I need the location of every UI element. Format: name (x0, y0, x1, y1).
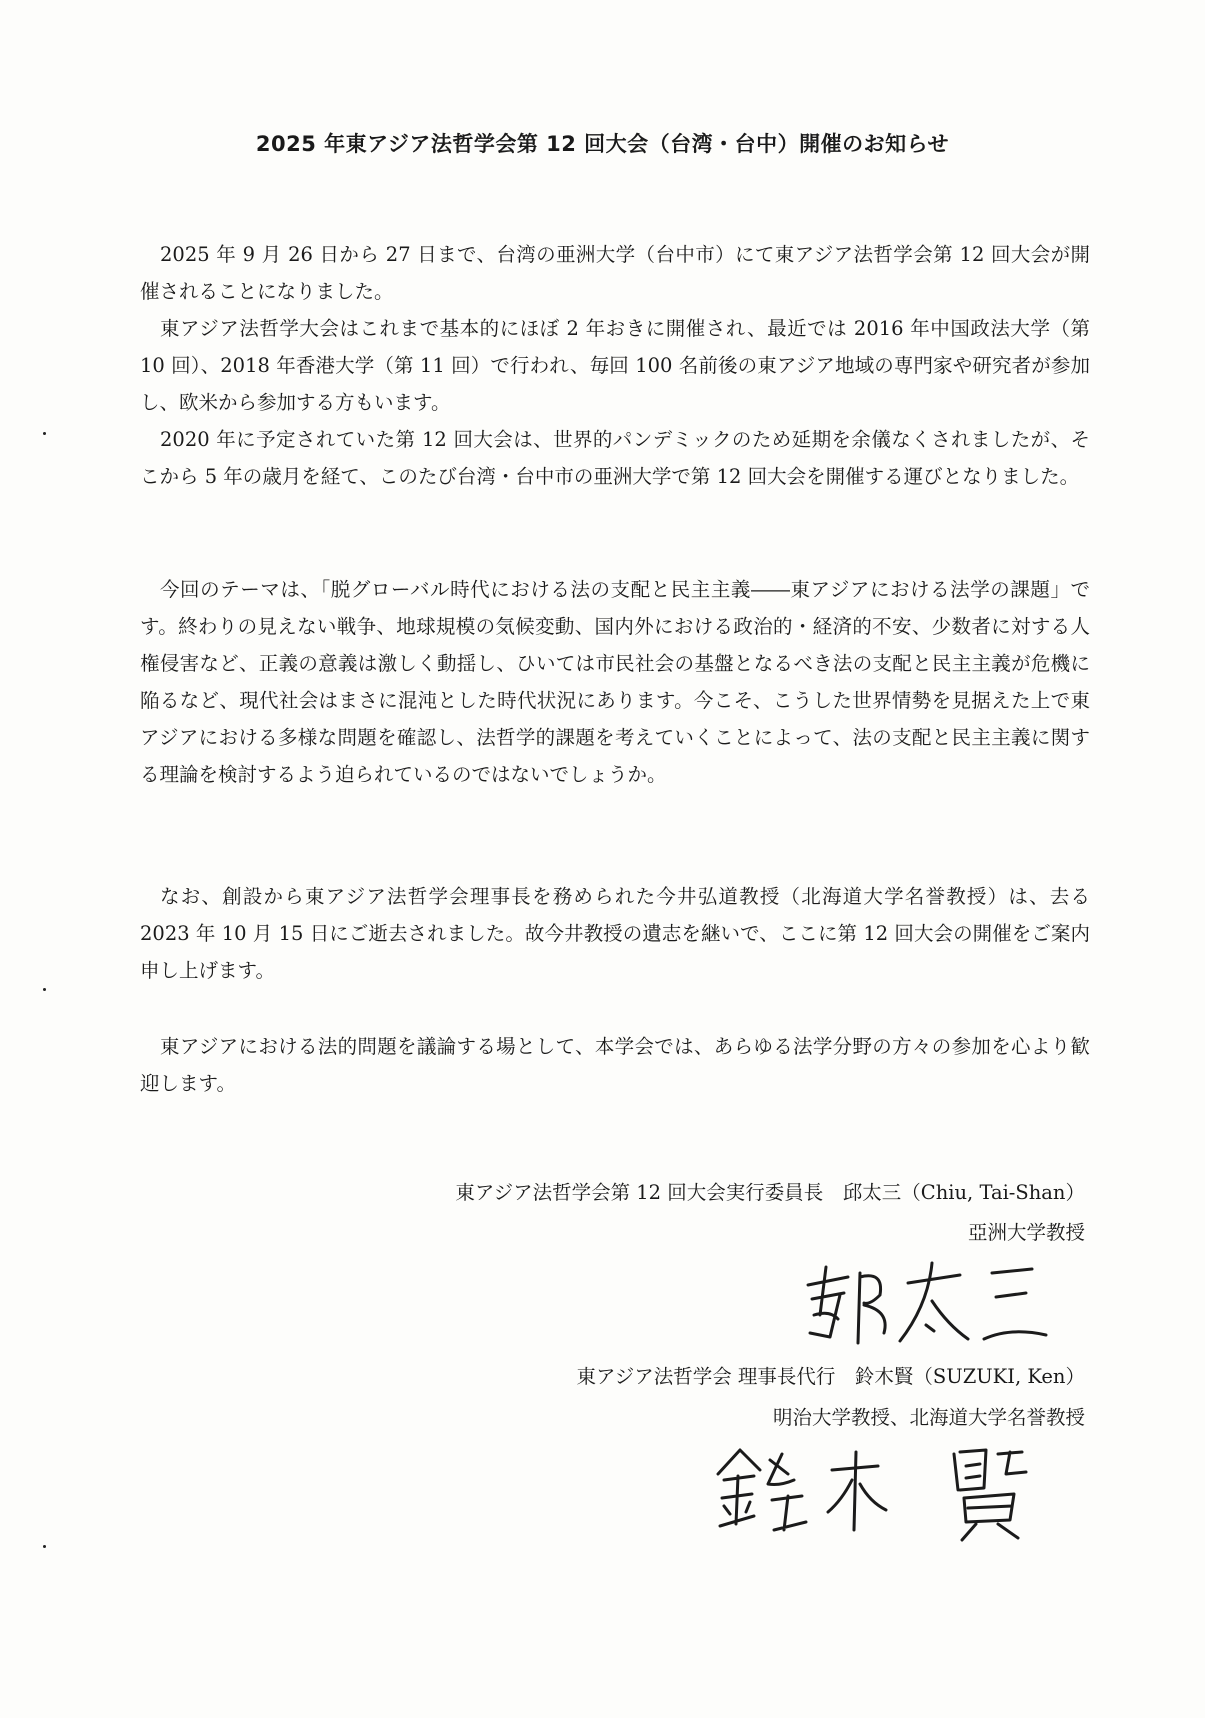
margin-dot (43, 988, 46, 991)
margin-dot (43, 1545, 46, 1548)
paragraph-memorial: なお、創設から東アジア法哲学会理事長を務められた今井弘道教授（北海道大学名誉教授）は、去る 2023 年 10 月 15 日にご逝去されました。故今井教授の遺志を継いで、ここに第 12 回大会の開催をご案内申し上げます。 (140, 885, 1090, 982)
signatory-1-affiliation: 亞洲大学教授 (967, 1221, 1085, 1244)
page-title: 2025 年東アジア法哲学会第 12 回大会（台湾・台中）開催のお知らせ (255, 132, 950, 156)
signatory-1-title: 東アジア法哲学会第 12 回大会実行委員長 邱太三（Chiu, Tai-Shan） (455, 1181, 1085, 1204)
signatory-2-affiliation: 明治大学教授、北海道大学名誉教授 (772, 1406, 1085, 1429)
paragraph-schedule: 2025 年 9 月 26 日から 27 日まで、台湾の亜洲大学（台中市）にて東アジア法哲学会第 12 回大会が開催されることになりました。 (140, 243, 1090, 303)
paragraph-history: 東アジア法哲学大会はこれまで基本的にほぼ 2 年おきに開催され、最近では 2016 年中国政法大学（第 10 回）、2018 年香港大学（第 11 回）で行われ、毎回 100 名前後の東アジア地域の専門家や研究者が参加し、欧米から参加する方もいます。 (140, 317, 1090, 414)
signature-suzuki-image (710, 1440, 1040, 1545)
paragraph-welcome: 東アジアにおける法的問題を議論する場として、本学会では、あらゆる法学分野の方々の参加を心より歓迎します。 (140, 1035, 1090, 1095)
paragraph-postponement: 2020 年に予定されていた第 12 回大会は、世界的パンデミックのため延期を余儀なくされましたが、そこから 5 年の歳月を経て、このたび台湾・台中市の亜洲大学で第 12 回大会を開催する運びとなりました。 (140, 428, 1090, 488)
signature-chiu-image (800, 1255, 1050, 1360)
signatory-2-title: 東アジア法哲学会 理事長代行 鈴木賢（SUZUKI, Ken） (576, 1365, 1085, 1388)
margin-dot (43, 432, 46, 435)
paragraph-theme: 今回のテーマは、「脱グローバル時代における法の支配と民主主義――東アジアにおける法学の課題」です。終わりの見えない戦争、地球規模の気候変動、国内外における政治的・経済的不安、少数者に対する人権侵害など、正義の意義は激しく動揺し、ひいては市民社会の基盤となるべき法の支配と民主主義が危機に陥るなど、現代社会はまさに混沌とした時代状況にあります。今こそ、こうした世界情勢を見据えた上で東アジアにおける多様な問題を確認し、法哲学的課題を考えていくことによって、法の支配と民主主義に関する理論を検討するよう迫られているのではないでしょうか。 (140, 578, 1090, 786)
